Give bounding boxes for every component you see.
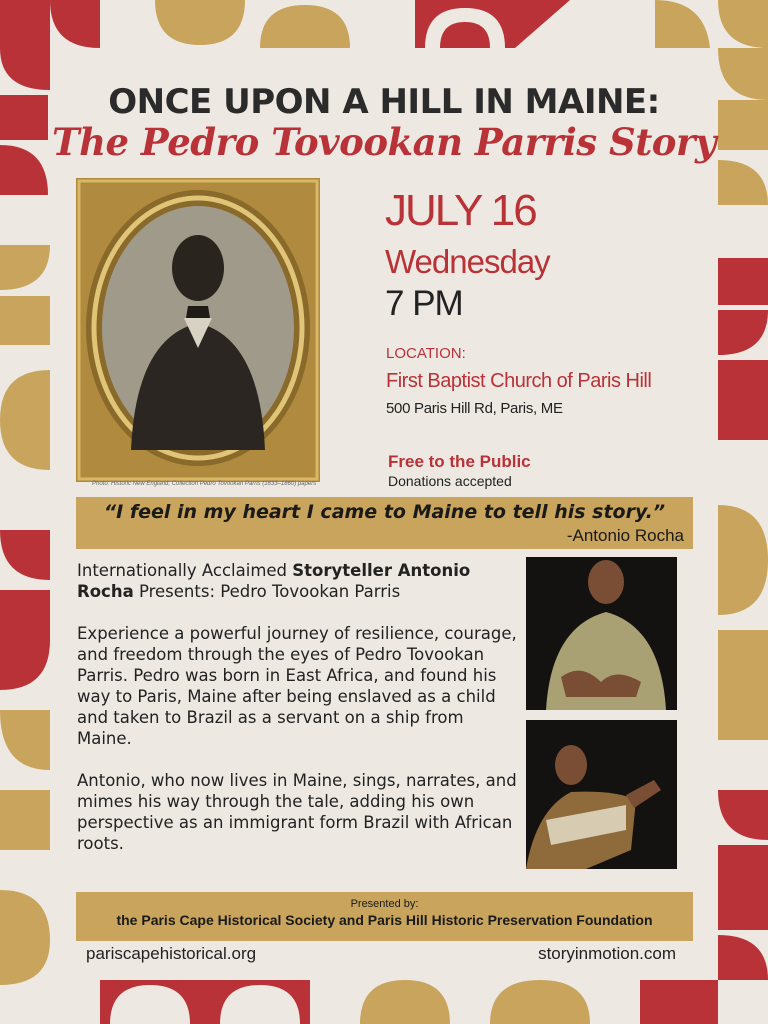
historical-society-link[interactable]: pariscapehistorical.org: [86, 944, 257, 963]
location-label: LOCATION:: [386, 345, 466, 362]
event-title: ONCE UPON A HILL IN MAINE:: [108, 82, 660, 122]
pedro-portrait-image: [76, 178, 320, 482]
intro-paragraph: Internationally Acclaimed Storyteller Antonio Rocha Presents: Pedro Tovookan Parris: [77, 561, 471, 601]
event-time: 7 PM: [385, 284, 463, 323]
event-day: Wednesday: [385, 243, 550, 280]
admission-text: Free to the Public: [388, 452, 531, 471]
quote-text: “I feel in my heart I came to Maine to tell his story.”: [103, 501, 666, 523]
venue-name: First Baptist Church of Paris Hill: [386, 370, 652, 392]
antonio-rocha-performing-photo: [526, 720, 677, 869]
storyteller-name: Storyteller Antonio Rocha: [77, 561, 471, 601]
quote-author: -Antonio Rocha: [566, 526, 684, 545]
event-description: [77, 560, 523, 875]
presenting-organizations: the Paris Cape Historical Society and Paris Hill Historic Preservation Foundation: [116, 912, 653, 928]
description-paragraph: Experience a powerful journey of resilience, courage, and freedom through the eyes of Pedro Tovookan Parris. Pedro was born in East Africa, and found his way to Paris, Maine after being enslaved as a child and taken to Brazil as a servant on a ship from Maine.: [77, 624, 517, 748]
donations-text: Donations accepted: [388, 473, 512, 489]
portrait-caption: Photo: Historic New England, Collection Pedro Tovookan Parris (1833–1860) papers: [92, 481, 317, 487]
presented-by-label: Presented by:: [350, 898, 419, 910]
description-paragraph: Antonio, who now lives in Maine, sings, narrates, and mimes his way through the tale, adding his own perspective as an immigrant form Brazil with African roots.: [77, 771, 517, 853]
event-subtitle: The Pedro Tovookan Parris Story: [52, 120, 716, 164]
antonio-rocha-photo: [526, 557, 677, 710]
storyinmotion-link[interactable]: storyinmotion.com: [538, 944, 676, 963]
event-date: JULY 16: [385, 186, 536, 235]
venue-address: 500 Paris Hill Rd, Paris, ME: [386, 400, 563, 417]
